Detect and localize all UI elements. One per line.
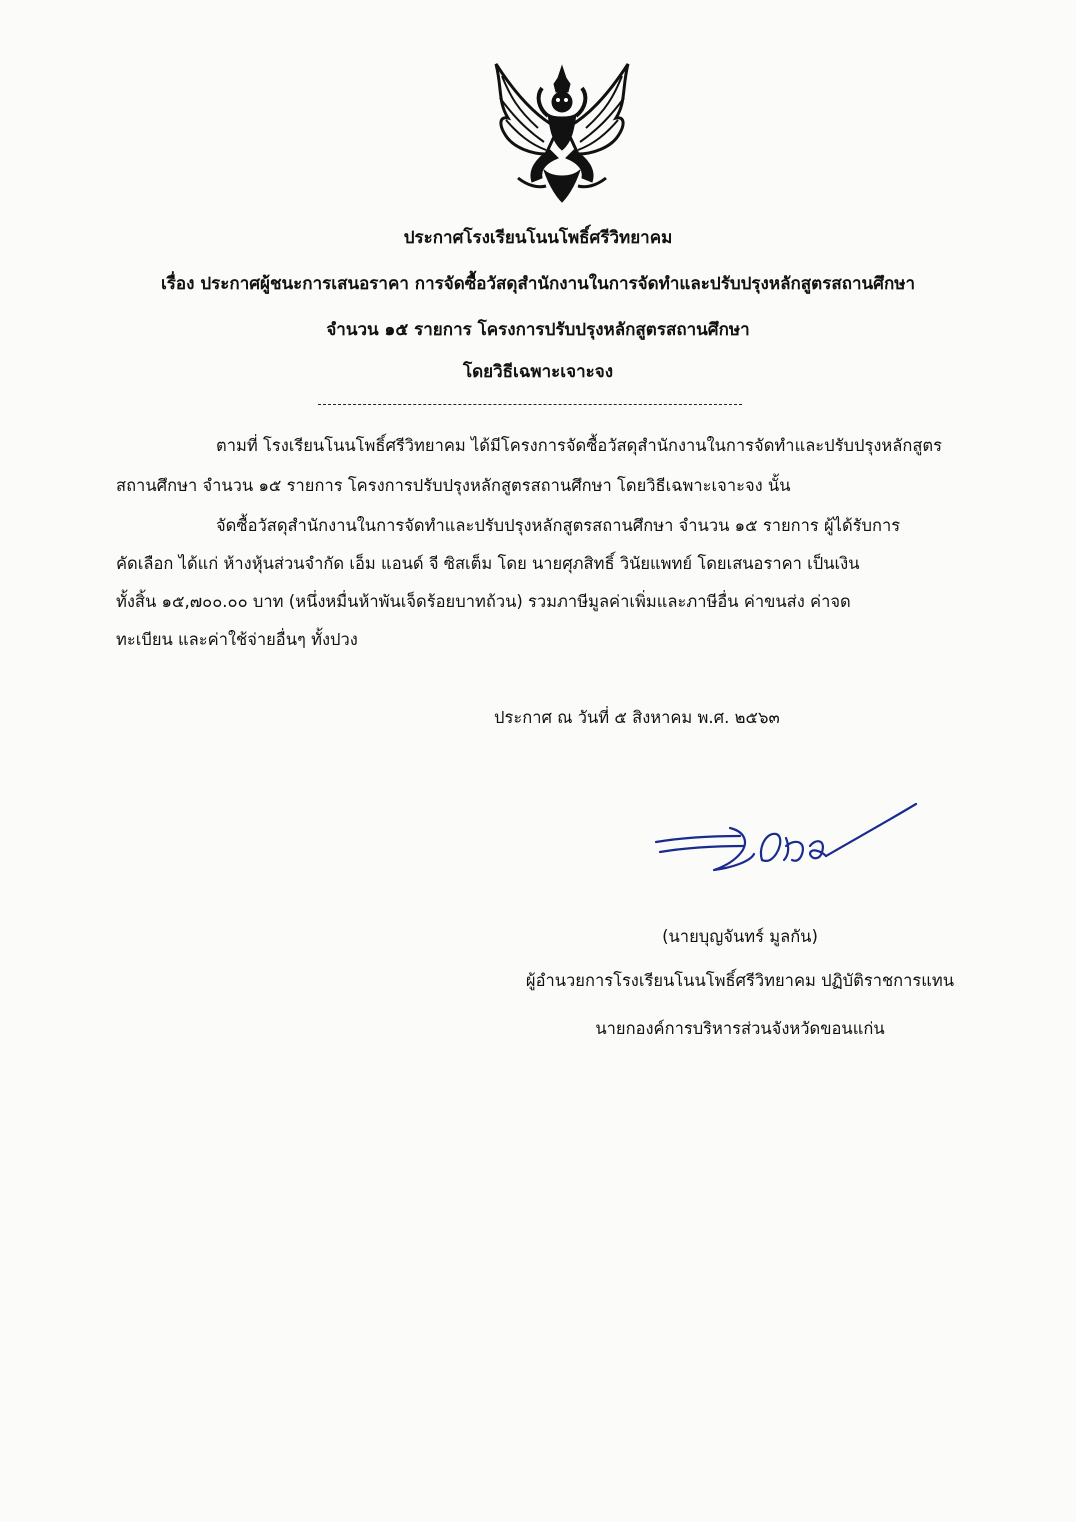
body-paragraph-2-line-3: ทั้งสิ้น ๑๕,๗๐๐.๐๐ บาท (หนึ่งหมื่นห้าพันเจ็ดร้อยบาทถ้วน) รวมภาษีมูลค่าเพิ่มและภาษีอื่น ค่าขนส่ง ค่าจด: [116, 592, 851, 611]
signatory-name: (นายบุญจันทร์ มูลกัน): [662, 927, 818, 946]
announcement-method: โดยวิธีเฉพาะเจาะจง: [462, 362, 614, 382]
announcement-project-line: จำนวน ๑๕ รายการ โครงการปรับปรุงหลักสูตรสถานศึกษา: [326, 320, 750, 340]
garuda-emblem-icon: [488, 58, 636, 206]
announcement-subject: เรื่อง ประกาศผู้ชนะการเสนอราคา การจัดซื้อวัสดุสำนักงานในการจัดทำและปรับปรุงหลักสูตรสถานศึกษา: [160, 274, 915, 294]
body-paragraph-2-line-2: คัดเลือก ได้แก่ ห้างหุ้นส่วนจำกัด เอ็ม แอนด์ จี ซิสเต็ม โดย นายศุภสิทธิ์ วินัยแพทย์ โดยเสนอราคา เป็นเงิน: [116, 554, 860, 573]
divider: [318, 404, 742, 405]
body-paragraph-1-line-2: สถานศึกษา จำนวน ๑๕ รายการ โครงการปรับปรุงหลักสูตรสถานศึกษา โดยวิธีเฉพาะเจาะจง นั้น: [116, 476, 791, 495]
handwritten-signature: [650, 798, 920, 882]
body-paragraph-1-line-1: ตามที่ โรงเรียนโนนโพธิ์ศรีวิทยาคม ได้มีโครงการจัดซื้อวัสดุสำนักงานในการจัดทำและปรับปรุงหลักสูตร: [216, 436, 942, 455]
signatory-position-2: นายกองค์การบริหารส่วนจังหวัดขอนแก่น: [595, 1019, 885, 1038]
signatory-position-1: ผู้อำนวยการโรงเรียนโนนโพธิ์ศรีวิทยาคม ปฏิบัติราชการแทน: [525, 971, 955, 990]
announcement-date: ประกาศ ณ วันที่ ๕ สิงหาคม พ.ศ. ๒๕๖๓: [494, 708, 780, 727]
announcement-title: ประกาศโรงเรียนโนนโพธิ์ศรีวิทยาคม: [403, 228, 673, 248]
body-paragraph-2-line-1: จัดซื้อวัสดุสำนักงานในการจัดทำและปรับปรุงหลักสูตรสถานศึกษา จำนวน ๑๕ รายการ ผู้ได้รับการ: [216, 516, 901, 535]
body-paragraph-2-line-4: ทะเบียน และค่าใช้จ่ายอื่นๆ ทั้งปวง: [116, 630, 358, 649]
